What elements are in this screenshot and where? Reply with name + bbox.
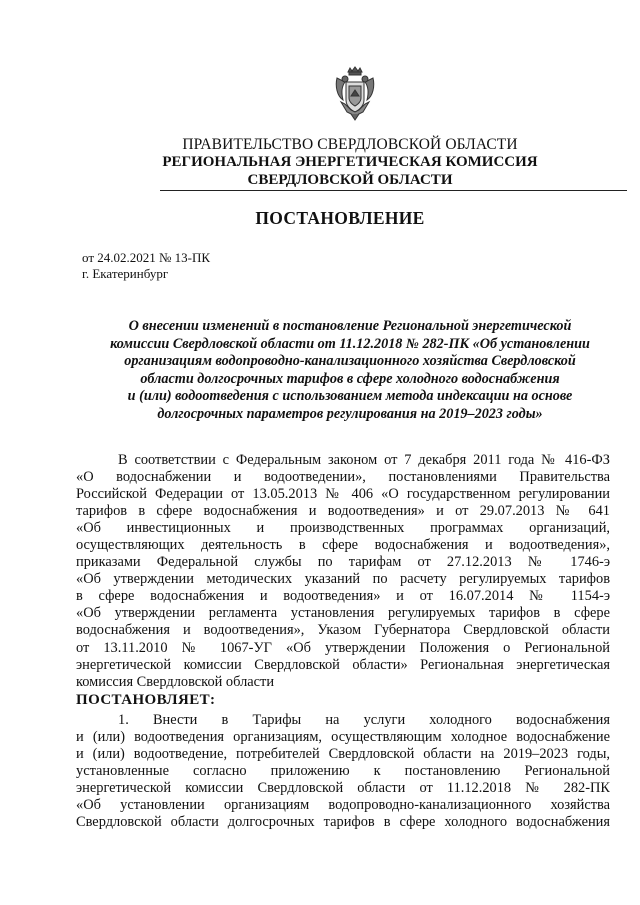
paragraph-line: приказами Федеральной службы по тарифам от 27.12.2013 № 1746-э [76, 554, 610, 571]
paragraph-line: энергетической комиссии Свердловской области» Региональная энергетическая [76, 656, 610, 673]
subject-line: области долгосрочных тарифов в сфере холодного водоснабжения [140, 370, 560, 387]
paragraph-line: «Об инвестиционных и производственных программах организаций, [76, 520, 610, 537]
paragraph-line: и (или) водоотведения организациям, осуществляющим холодное водоснабжение [76, 729, 610, 746]
paragraph-line: «Об утверждении методических указаний по расчету регулируемых тарифов [76, 571, 610, 588]
subject-line: и (или) водоотведения с использованием метода индексации на основе [127, 388, 573, 405]
paragraph-line: в сфере водоснабжения и водоотведения» и от 16.07.2014 № 1154-э [76, 588, 610, 605]
document-subject [90, 318, 610, 424]
paragraph-line: Российской Федерации от 13.05.2013 № 406 «О государственном регулировании [76, 486, 610, 503]
paragraph-line: «Об утверждении регламента установления регулируемых тарифов в сфере [76, 605, 610, 622]
paragraph-line: комиссия Свердловской области [76, 673, 275, 690]
paragraph-line: установленные согласно приложению к постановлению Региональной [76, 763, 610, 780]
resolve-label: ПОСТАНОВЛЯЕТ: [76, 692, 216, 708]
paragraph-line: 1. Внести в Тарифы на услуги холодного водоснабжения [118, 712, 610, 728]
government-name: ПРАВИТЕЛЬСТВО СВЕРДЛОВСКОЙ ОБЛАСТИ [182, 136, 518, 153]
subject-line: долгосрочных параметров регулирования на 2019–2023 годы» [157, 405, 543, 422]
document-type-title: ПОСТАНОВЛЕНИЕ [255, 208, 425, 228]
coat-of-arms-icon [331, 66, 379, 122]
paragraph-line: осуществляющих деятельность в сфере водоснабжения и водоотведения», [76, 537, 610, 554]
paragraph-line: водоснабжения и водоотведения», Указом Губернатора Свердловской области [76, 622, 610, 639]
preamble-paragraph [76, 452, 610, 691]
header-divider [160, 190, 627, 191]
paragraph-line: «Об установлении организациям водопроводно-канализационного хозяйства [76, 797, 610, 814]
paragraph-line: от 13.11.2010 № 1067-УГ «Об утверждении Положения о Региональной [76, 639, 610, 656]
paragraph-line: Свердловской области долгосрочных тарифов в сфере холодного водоснабжения [76, 814, 610, 831]
date-number: от 24.02.2021 № 13-ПК [82, 250, 211, 265]
subject-line: организациям водопроводно-канализационного хозяйства Свердловской [124, 353, 576, 370]
region-name: СВЕРДЛОВСКОЙ ОБЛАСТИ [247, 172, 453, 188]
subject-line: О внесении изменений в постановление Региональной энергетической [128, 318, 572, 334]
paragraph-line: тарифов в сфере водоснабжения и водоотведения» и от 29.07.2013 № 641 [76, 503, 610, 520]
paragraph-line: энергетической комиссии Свердловской области от 11.12.2018 № 282-ПК [76, 780, 610, 797]
city: г. Екатеринбург [82, 266, 169, 281]
resolution-item-1 [76, 712, 610, 831]
commission-name: РЕГИОНАЛЬНАЯ ЭНЕРГЕТИЧЕСКАЯ КОМИССИЯ [162, 154, 538, 170]
paragraph-line: «О водоснабжении и водоотведении», постановлениями Правительства [76, 469, 610, 486]
subject-line: комиссии Свердловской области от 11.12.2018 № 282-ПК «Об установлении [110, 335, 590, 352]
paragraph-line: и (или) водоотведение, потребителей Свердловской области на 2019–2023 годы, [76, 746, 610, 763]
paragraph-line: В соответствии с Федеральным законом от 7 декабря 2011 года № 416-ФЗ [118, 452, 610, 468]
